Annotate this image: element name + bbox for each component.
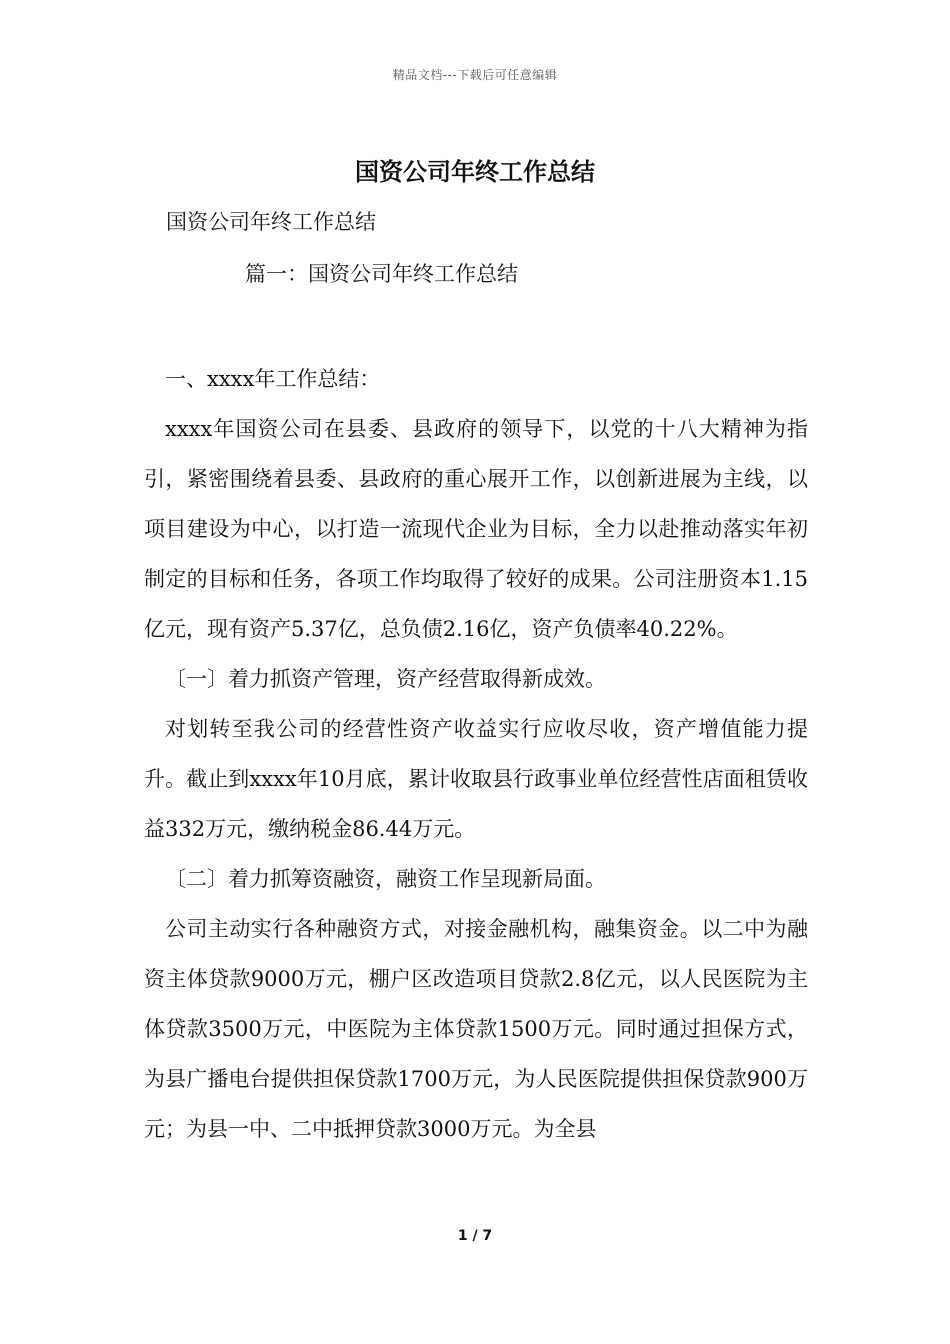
paragraph: 公司主动实行各种融资方式，对接金融机构，融集资金。以二中为融资主体贷款9000万元，棚户区改造项目贷款2.8亿元，以人民医院为主体贷款3500万元，中医院为主体贷款1500万元。同时通过担保方式，为县广播电台提供担保贷款1700万元，为人民医院提供担保贷款900万元；为县一中、二中抵押贷款3000万元。为全县 xyxy=(144,917,808,1141)
chapter-heading: 篇一：国资公司年终工作总结 xyxy=(245,262,518,286)
document-title: 国资公司年终工作总结 xyxy=(355,158,595,186)
subsection-heading: 〔二〕着力抓筹资融资，融资工作呈现新局面。 xyxy=(165,867,606,891)
header-note: 精品文档---下载后可任意编辑 xyxy=(392,68,558,82)
subsection-heading: 〔一〕着力抓资产管理，资产经营取得新成效。 xyxy=(165,667,606,691)
document-subtitle: 国资公司年终工作总结 xyxy=(166,210,376,234)
document-body xyxy=(144,354,808,1154)
paragraph: 对划转至我公司的经营性资产收益实行应收尽收，资产增值能力提升。截止到xxxx年10月底，累计收取县行政事业单位经营性店面租赁收益332万元，缴纳税金86.44万元。 xyxy=(144,717,808,841)
page-number: 1 / 7 xyxy=(457,1228,493,1244)
paragraph: xxxx年国资公司在县委、县政府的领导下，以党的十八大精神为指引，紧密围绕着县委、县政府的重心展开工作，以创新进展为主线，以项目建设为中心，以打造一流现代企业为目标，全力以赴推动落实年初制定的目标和任务，各项工作均取得了较好的成果。公司注册资本1.15亿元，现有资产5.37亿，总负债2.16亿，资产负债率40.22%。 xyxy=(144,417,808,641)
section-heading: 一、xxxx年工作总结： xyxy=(165,367,381,391)
